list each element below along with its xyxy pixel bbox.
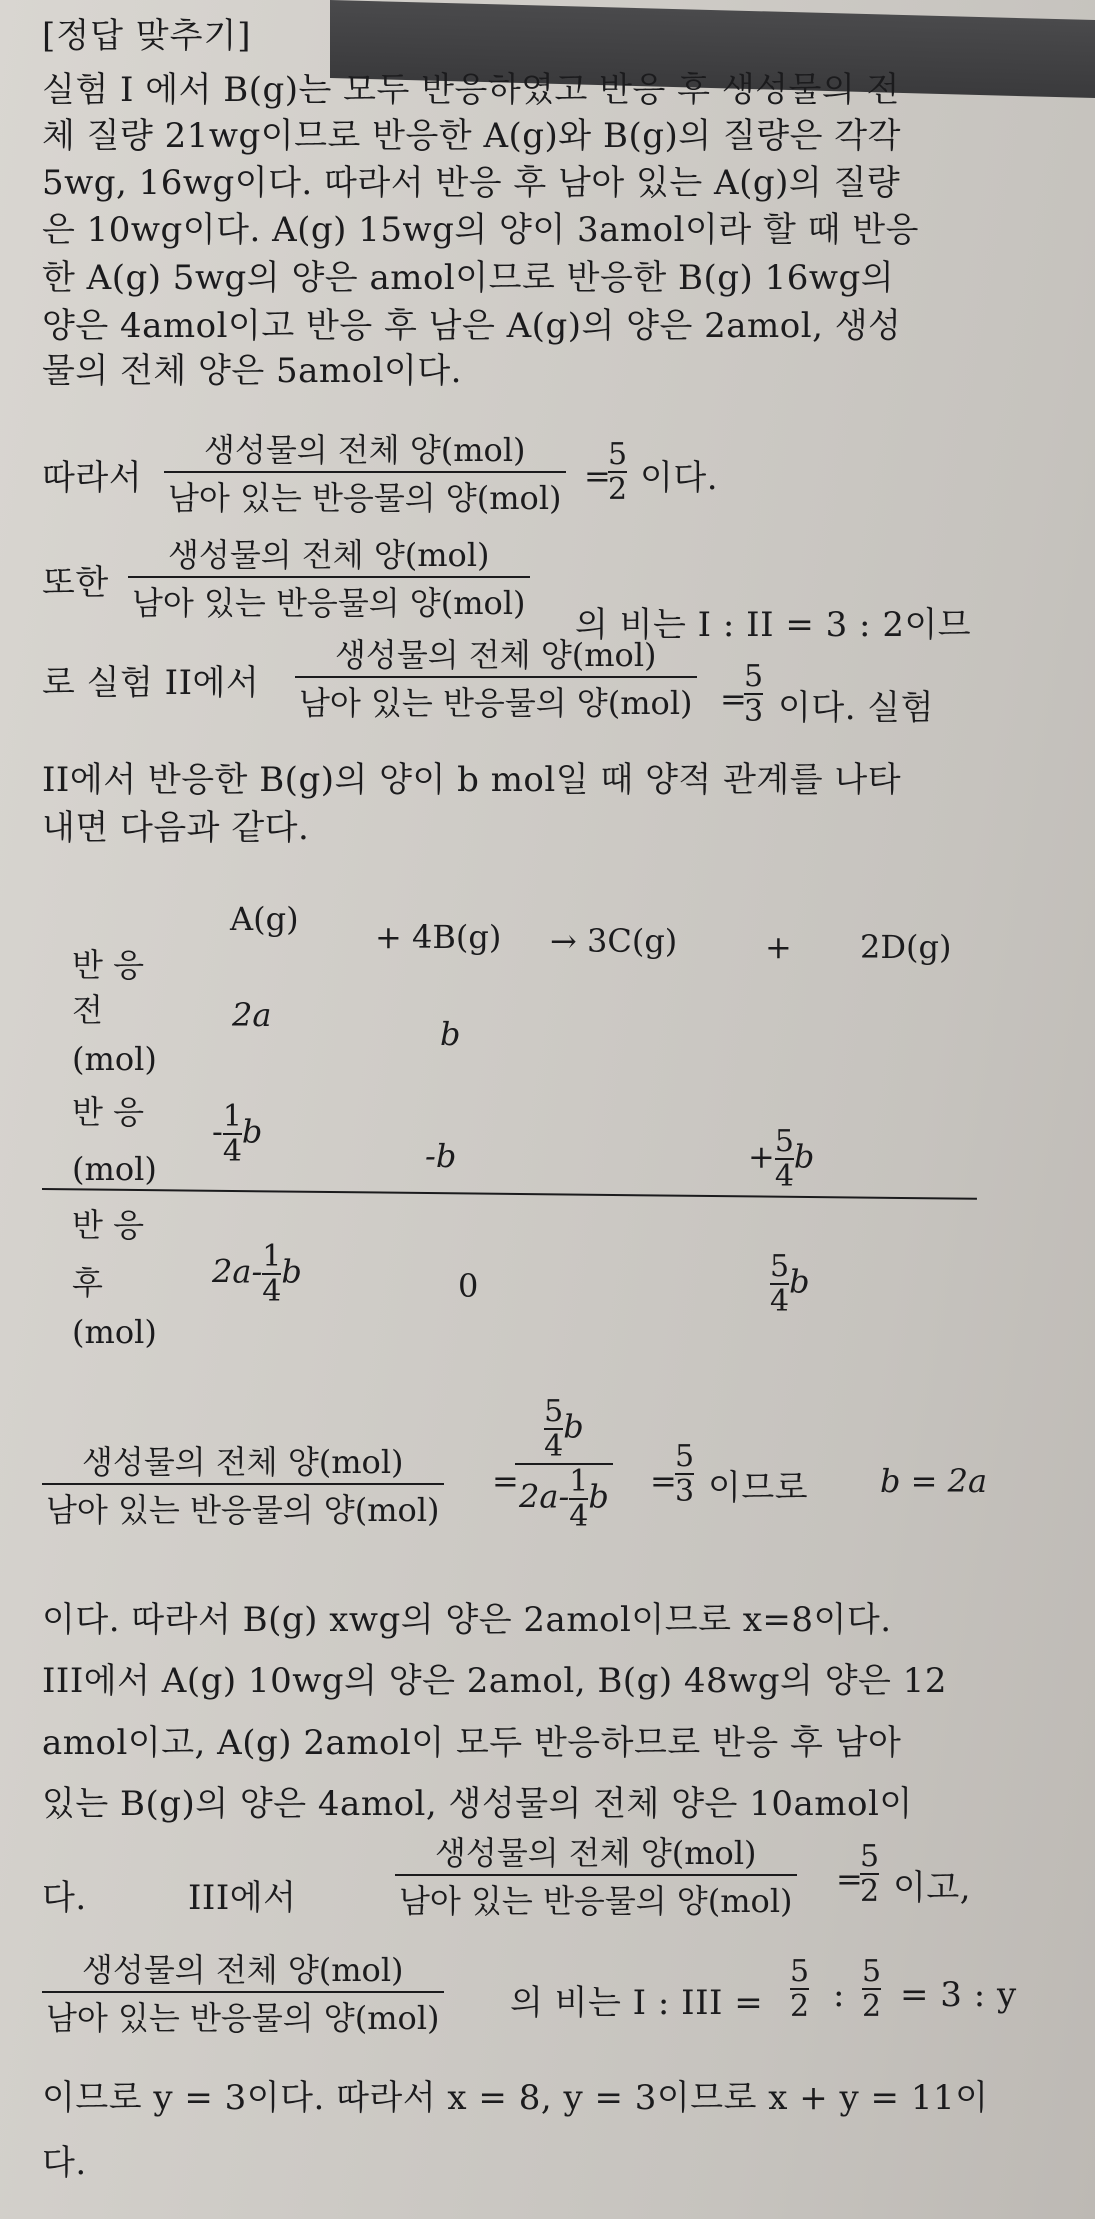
- text-line-16: 있는 B(g)의 양은 4amol, 생성물의 전체 양은 10amol이: [42, 1784, 913, 1824]
- fraction-4: 생성물의 전체 양(mol) 남아 있는 반응물의 양(mol): [42, 1437, 444, 1531]
- eq-sign-1: =: [584, 457, 611, 495]
- eq-sign-4: =: [650, 1462, 677, 1500]
- text-line-18b: :: [833, 1975, 845, 2015]
- imeuro-text: 이므로: [708, 1468, 809, 1508]
- text-line-17b: III에서: [188, 1878, 297, 1918]
- text-line-2: 체 질량 21wg이므로 반응한 A(g)와 B(g)의 질량은 각각: [42, 116, 901, 156]
- eq-sign-2: =: [720, 680, 747, 718]
- label-after-2: 후: [72, 1264, 103, 1302]
- text-line-5: 한 A(g) 5wg의 양은 amol이므로 반응한 B(g) 16wg의: [42, 258, 895, 298]
- value-5-2-b: $\frac{5}{2}$: [860, 1839, 880, 1909]
- species-D: 2D(g): [860, 928, 952, 966]
- text-line-10a: 로 실험 II에서: [42, 663, 260, 703]
- before-A: 2a: [232, 996, 272, 1034]
- eq-sign-3: =: [492, 1462, 519, 1500]
- text-line-18a: 의 비는 I : III =: [510, 1983, 764, 2023]
- text-line-10b: 이다. 실험: [778, 688, 934, 728]
- change-D: + $\frac{5}{4}$ b: [748, 1124, 815, 1194]
- text-line-4: 은 10wg이다. A(g) 15wg의 양이 3amol이라 할 때 반응: [42, 210, 919, 250]
- fraction-6: 생성물의 전체 양(mol) 남아 있는 반응물의 양(mol): [42, 1945, 444, 2039]
- eq-sign-5: =: [836, 1860, 863, 1898]
- text-line-11: II에서 반응한 B(g)의 양이 b mol일 때 양적 관계를 나타: [42, 760, 902, 800]
- fraction-2: 생성물의 전체 양(mol) 남아 있는 반응물의 양(mol): [128, 530, 530, 624]
- before-B: b: [440, 1015, 461, 1053]
- fraction-3: 생성물의 전체 양(mol) 남아 있는 반응물의 양(mol): [295, 630, 697, 724]
- text-line-12: 내면 다음과 같다.: [42, 808, 310, 848]
- species-B: + 4B(g): [375, 918, 502, 956]
- label-after-1: 반 응: [72, 1206, 144, 1244]
- text-line-8b: 이다.: [640, 458, 718, 498]
- change-B: -b: [425, 1137, 457, 1175]
- label-change-2: (mol): [72, 1150, 157, 1188]
- compound-fraction: $\frac{5}{4}$ b 2a- $\frac{1}{4}$ b: [515, 1395, 613, 1533]
- table-rule: [42, 1188, 977, 1200]
- label-after-3: (mol): [72, 1313, 157, 1351]
- text-line-17c: 이고,: [893, 1868, 971, 1908]
- fraction-1: 생성물의 전체 양(mol) 남아 있는 반응물의 양(mol): [164, 425, 566, 519]
- b-result: b = 2a: [880, 1462, 988, 1500]
- value-5-3: $\frac{5}{3}$: [744, 659, 764, 729]
- text-line-18c: = 3 : y: [900, 1975, 1017, 2015]
- after-D: $\frac{5}{4}$ b: [770, 1249, 810, 1319]
- text-line-17a: 다.: [42, 1878, 87, 1918]
- text-line-6: 양은 4amol이고 반응 후 남은 A(g)의 양은 2amol, 생성: [42, 306, 902, 346]
- text-line-20: 다.: [42, 2143, 87, 2183]
- label-change-1: 반 응: [72, 1093, 144, 1131]
- text-line-9a: 또한: [42, 563, 109, 603]
- after-B: 0: [458, 1267, 479, 1305]
- answer-tag: [정답 맞추기]: [42, 16, 252, 56]
- text-line-13: 이다. 따라서 B(g) xwg의 양은 2amol이므로 x=8이다.: [42, 1600, 892, 1640]
- value-5-2-d: $\frac{5}{2}$: [862, 1954, 882, 2024]
- text-line-3: 5wg, 16wg이다. 따라서 반응 후 남아 있는 A(g)의 질량: [42, 163, 901, 203]
- value-5-3-b: $\frac{5}{3}$: [675, 1439, 695, 1509]
- text-line-7: 물의 전체 양은 5amol이다.: [42, 351, 462, 391]
- text-line-9b: 의 비는 I : II = 3 : 2이므: [575, 605, 972, 645]
- text-line-19: 이므로 y = 3이다. 따라서 x = 8, y = 3이므로 x + y = 11이: [42, 2078, 989, 2118]
- label-before-3: (mol): [72, 1040, 157, 1078]
- species-C: → 3C(g): [550, 922, 678, 960]
- text-line-15: amol이고, A(g) 2amol이 모두 반응하므로 반응 후 남아: [42, 1723, 902, 1763]
- label-before-1: 반 응: [72, 946, 144, 984]
- text-line-8a: 따라서: [42, 458, 143, 498]
- species-A: A(g): [230, 900, 299, 938]
- value-5-2: $\frac{5}{2}$: [608, 437, 628, 507]
- plus-sign: +: [765, 928, 792, 966]
- value-5-2-c: $\frac{5}{2}$: [790, 1954, 810, 2024]
- text-line-14: III에서 A(g) 10wg의 양은 2amol, B(g) 48wg의 양은 12: [42, 1661, 947, 1701]
- fraction-5: 생성물의 전체 양(mol) 남아 있는 반응물의 양(mol): [395, 1828, 797, 1922]
- text-line-1: 실험 I 에서 B(g)는 모두 반응하였고 반응 후 생성물의 전: [42, 70, 900, 110]
- label-before-2: 전: [72, 991, 103, 1029]
- change-A: - $\frac{1}{4}$ b: [212, 1099, 263, 1169]
- after-A: 2a- $\frac{1}{4}$ b: [212, 1239, 302, 1309]
